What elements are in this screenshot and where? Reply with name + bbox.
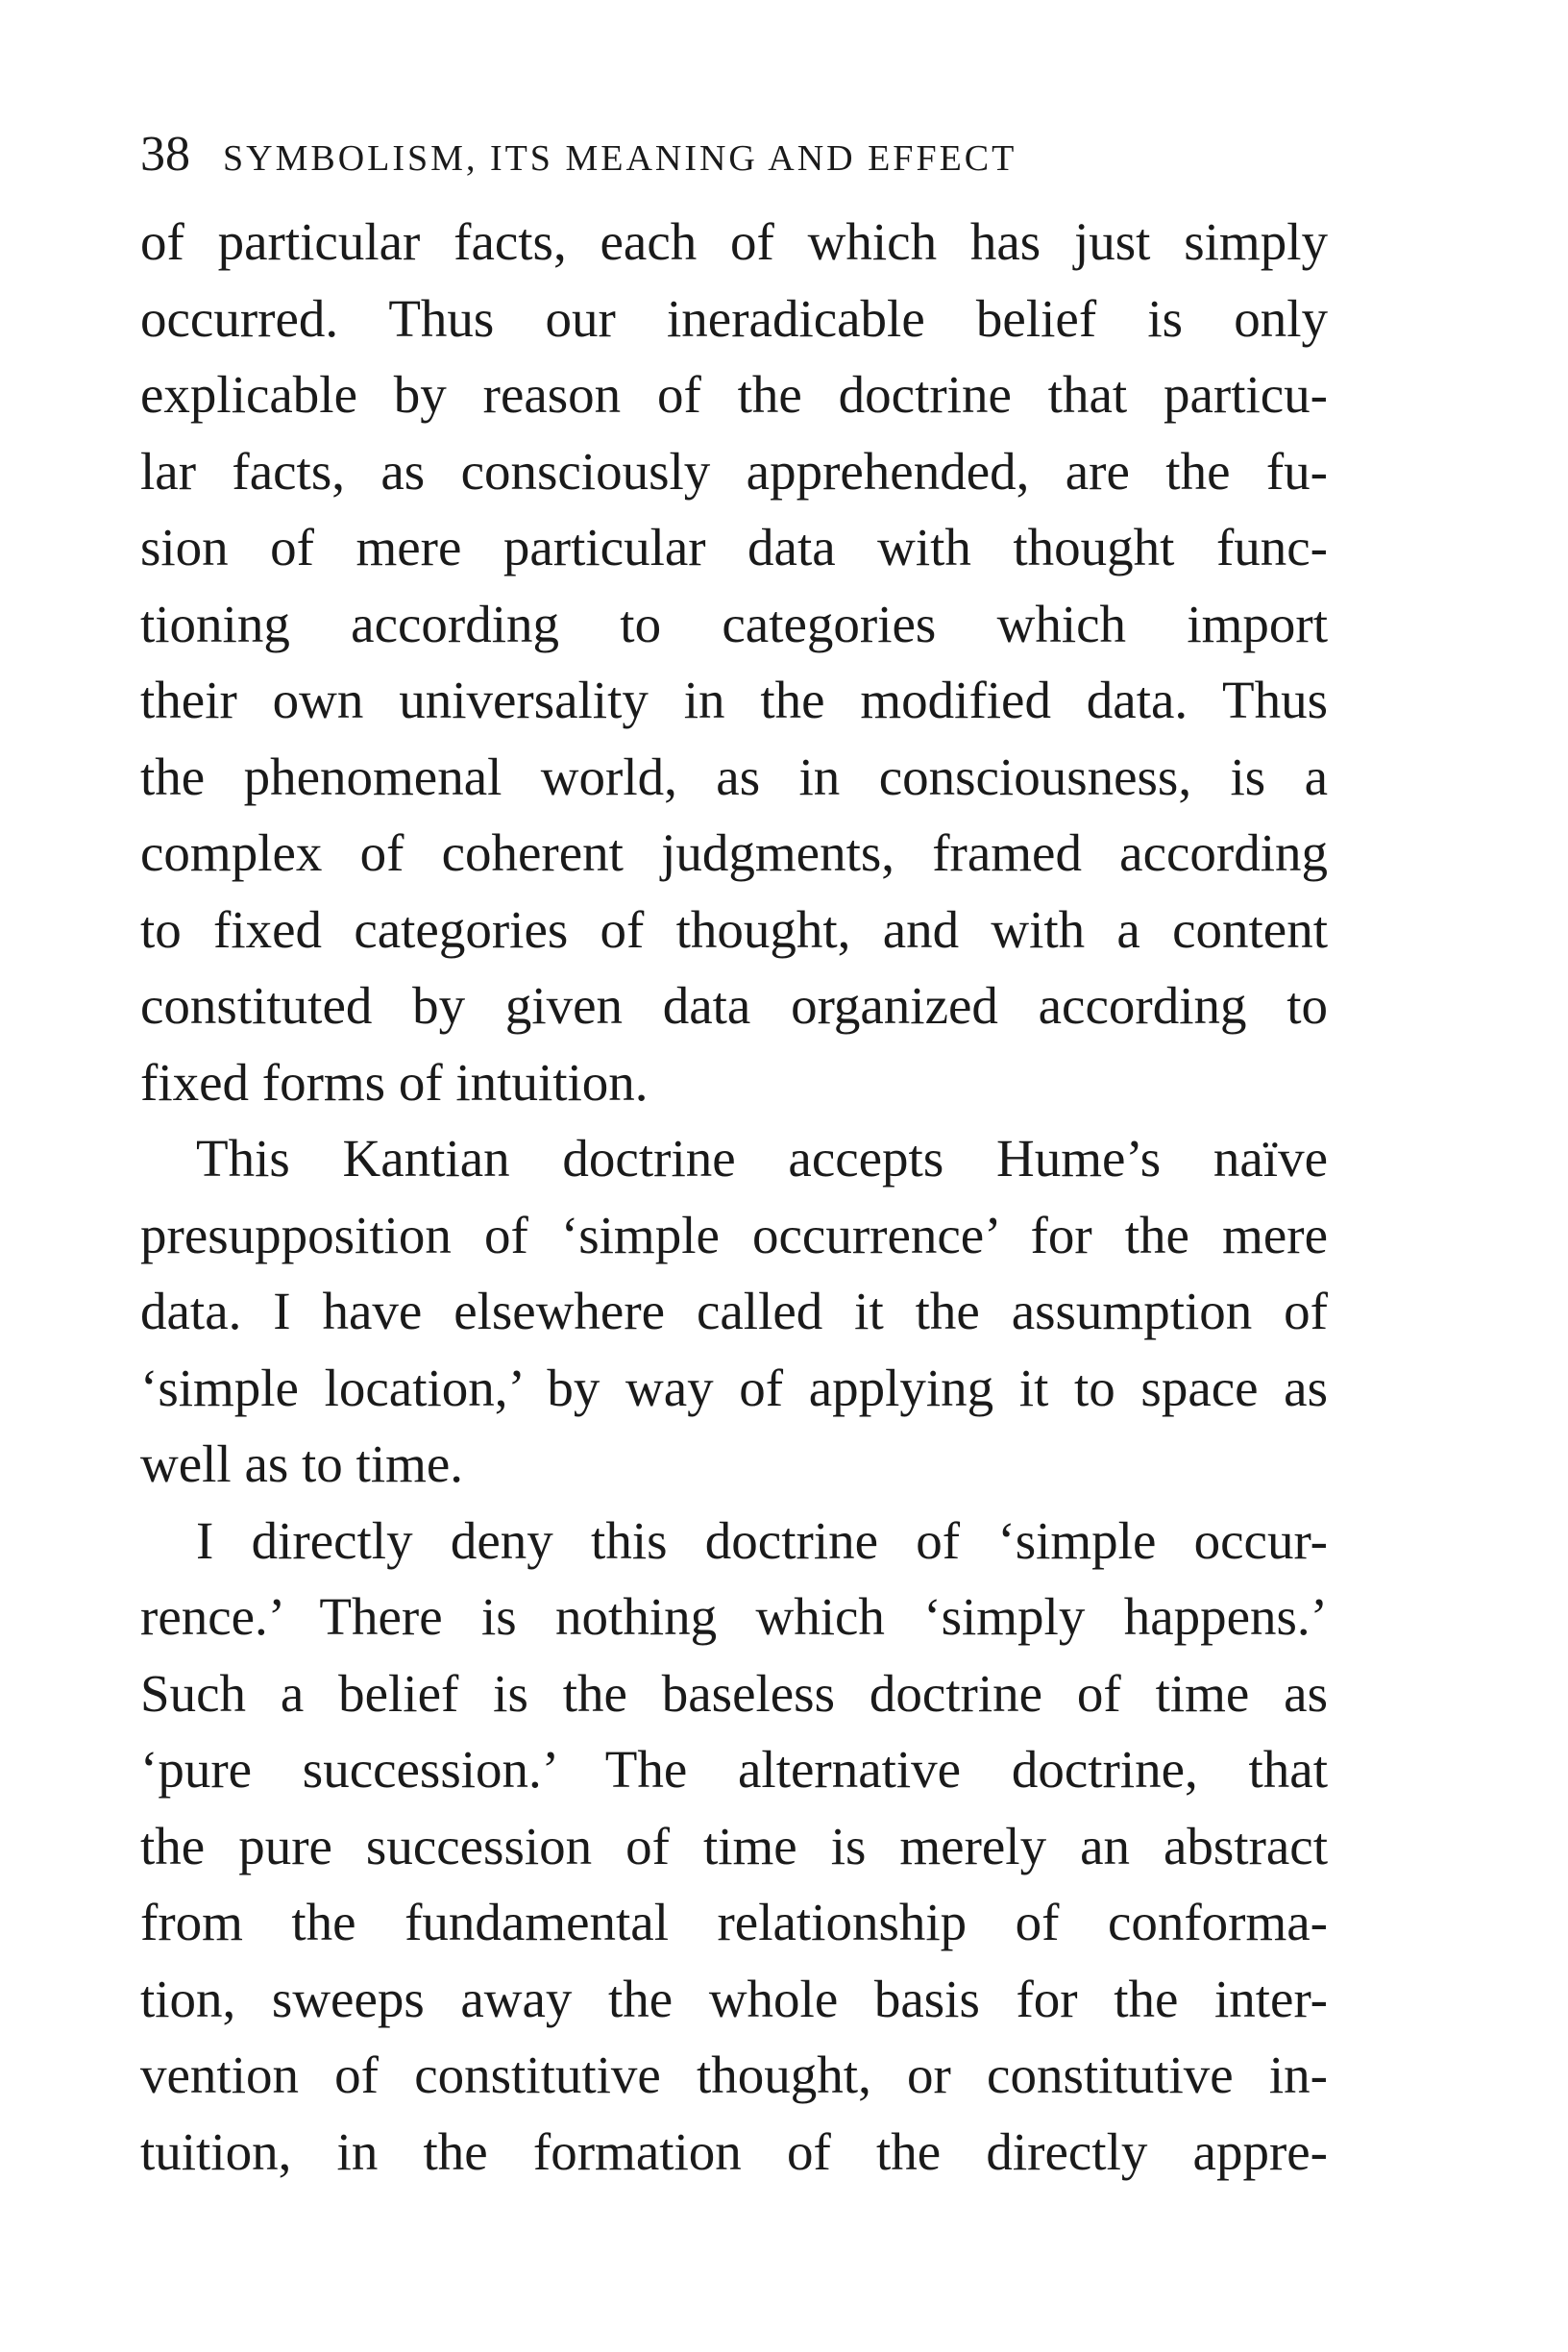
text-line: complex of coherent judgments, framed according bbox=[140, 823, 1328, 882]
paragraph-3 bbox=[140, 1503, 1328, 2191]
text-line: constituted by given data organized according to bbox=[140, 976, 1328, 1035]
text-line: occurred. Thus our ineradicable belief is only bbox=[140, 288, 1328, 348]
text-line: tion, sweeps away the whole basis for the inter- bbox=[140, 1969, 1328, 2028]
paragraph-2 bbox=[140, 1120, 1328, 1503]
text-line: lar facts, as consciously apprehended, are the fu- bbox=[140, 441, 1328, 501]
running-head bbox=[140, 125, 1328, 184]
text-line: This Kantian doctrine accepts Hume’s naïve bbox=[196, 1129, 1328, 1188]
text-line: of particular facts, each of which has just simply bbox=[140, 212, 1328, 271]
text-line: data. I have elsewhere called it the assumption of bbox=[140, 1282, 1328, 1340]
text-line: I directly deny this doctrine of ‘simple occur- bbox=[196, 1510, 1328, 1570]
text-line: rence.’ There is nothing which ‘simply happens.’ bbox=[140, 1587, 1328, 1646]
text-line: explicable by reason of the doctrine that particu- bbox=[140, 365, 1328, 424]
running-head-title: SYMBOLISM, ITS MEANING AND EFFECT bbox=[223, 138, 1017, 179]
text-line: Such a belief is the baseless doctrine of time as bbox=[140, 1663, 1328, 1723]
text-line: presupposition of ‘simple occurrence’ for the mere bbox=[140, 1205, 1328, 1264]
book-page bbox=[140, 125, 1328, 2190]
text-line: vention of constitutive thought, or constitutive in- bbox=[140, 2046, 1328, 2104]
text-line: the pure succession of time is merely an abstract bbox=[140, 1816, 1328, 1875]
text-line: to fixed categories of thought, and with a content bbox=[140, 899, 1328, 959]
text-line: sion of mere particular data with thought func- bbox=[140, 518, 1328, 576]
text-line: well as to time. bbox=[140, 1434, 464, 1493]
text-line: from the fundamental relationship of conforma- bbox=[140, 1893, 1328, 1951]
text-line: their own universality in the modified data. Thus bbox=[140, 671, 1328, 729]
paragraph-1 bbox=[140, 204, 1328, 1120]
text-line: tioning according to categories which import bbox=[140, 594, 1328, 653]
text-line: fixed forms of intuition. bbox=[140, 1052, 649, 1112]
text-line: ‘pure succession.’ The alternative doctrine, that bbox=[140, 1740, 1328, 1799]
text-line: the phenomenal world, as in consciousness, is a bbox=[140, 747, 1328, 806]
text-line: tuition, in the formation of the directly appre- bbox=[140, 2121, 1328, 2181]
text-line: ‘simple location,’ by way of applying it to space as bbox=[140, 1358, 1328, 1417]
page-number: 38 bbox=[140, 127, 190, 182]
